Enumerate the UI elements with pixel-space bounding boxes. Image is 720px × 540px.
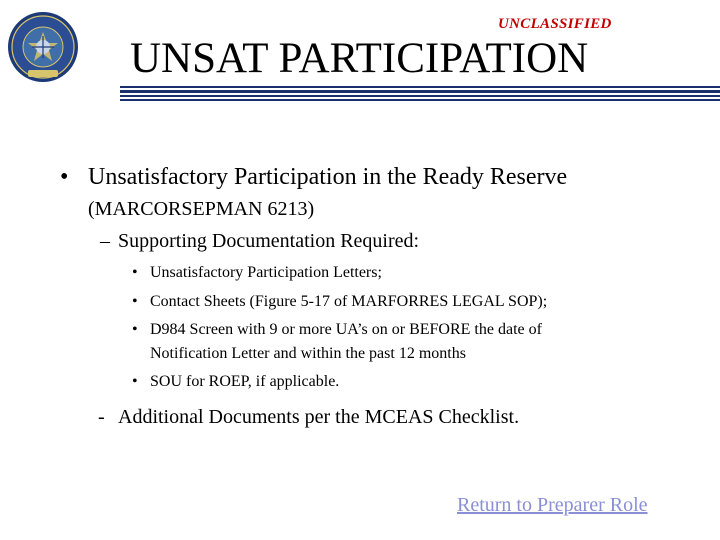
usmc-reserve-seal-icon	[0, 10, 86, 84]
list-item: D984 Screen with 9 or more UA’s on or BEFORE the date of	[150, 321, 542, 338]
bullet-text-continued: (MARCORSEPMAN 6213)	[88, 198, 315, 220]
list-item-marker: •	[132, 264, 138, 281]
list-item-marker: •	[132, 373, 138, 390]
list-item-marker: •	[132, 293, 138, 310]
bullet-marker: •	[60, 164, 69, 190]
classification-label: UNCLASSIFIED	[498, 16, 612, 32]
sub-bullet-text: Supporting Documentation Required:	[118, 230, 420, 252]
title-divider	[120, 86, 720, 88]
list-item: Unsatisfactory Participation Letters;	[150, 264, 382, 281]
list-item-marker: •	[132, 321, 138, 338]
return-to-preparer-role-link[interactable]: Return to Preparer Role	[457, 494, 648, 516]
list-item: Contact Sheets (Figure 5-17 of MARFORRES LEGAL SOP);	[150, 293, 548, 310]
list-item-continued: Notification Letter and within the past 12 months	[150, 345, 466, 362]
title-divider	[120, 95, 720, 97]
bullet-text: Unsatisfactory Participation in the Ready Reserve	[88, 164, 568, 190]
title-divider	[120, 90, 720, 93]
sub-bullet-marker: –	[100, 230, 110, 252]
title-divider	[120, 99, 720, 101]
extra-marker: -	[98, 406, 105, 428]
additional-documents-text: Additional Documents per the MCEAS Checklist.	[118, 406, 520, 428]
list-item: SOU for ROEP, if applicable.	[150, 373, 340, 390]
page-title: UNSAT PARTICIPATION	[130, 35, 589, 82]
